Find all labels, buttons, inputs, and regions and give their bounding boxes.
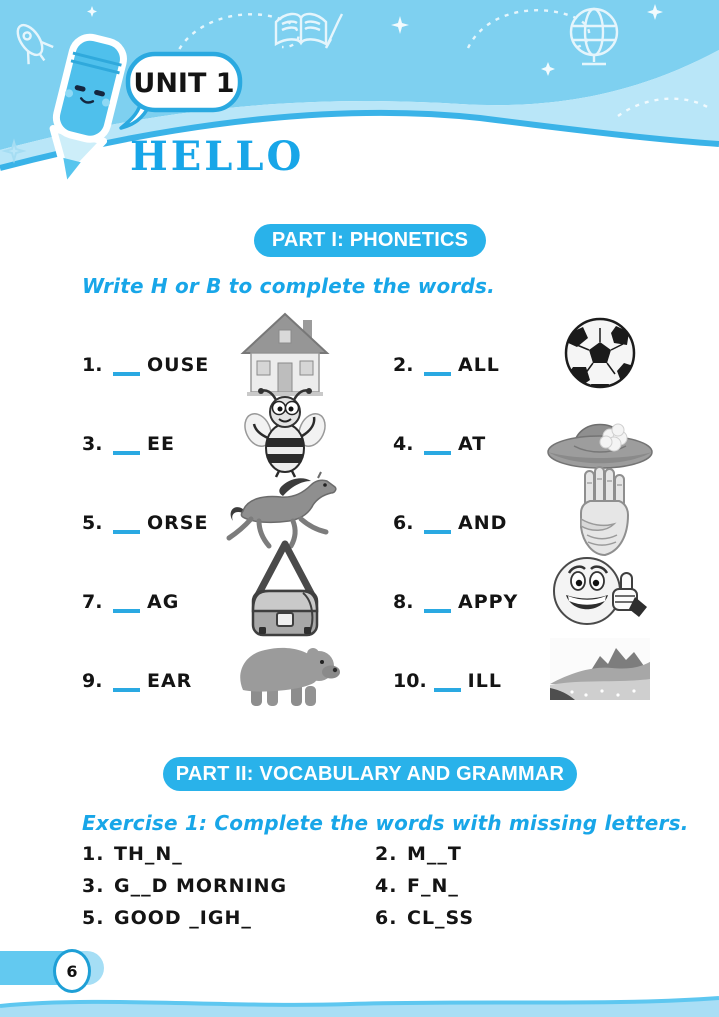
vocabulary-item [82, 875, 375, 897]
item-number: 4. [393, 433, 414, 455]
item-number: 1. [82, 843, 105, 865]
phonetics-item [393, 591, 518, 613]
item-word: ALL [458, 354, 500, 376]
item-word: APPY [458, 591, 519, 613]
phonetics-row [82, 471, 692, 550]
bee-image [242, 386, 328, 478]
item-number: 4. [375, 875, 398, 897]
item-word: ILL [467, 670, 502, 692]
phonetics-item [393, 433, 486, 455]
item-word: GOOD _IGH_ [114, 907, 252, 929]
item-number: 6. [375, 907, 398, 929]
page-number: 6 [66, 961, 78, 981]
item-number: 1. [82, 354, 103, 376]
item-number: 8. [393, 591, 414, 613]
phonetics-item [82, 433, 175, 455]
item-word: M__T [407, 843, 462, 865]
item-number: 2. [375, 843, 398, 865]
part1-instruction: Write H or B to complete the words. [82, 274, 495, 298]
answer-blank [424, 435, 451, 455]
item-number: 6. [393, 512, 414, 534]
phonetics-item [393, 512, 507, 534]
hill-image [550, 638, 650, 700]
item-word: ORSE [147, 512, 209, 534]
answer-blank [424, 356, 451, 376]
item-word: G__D MORNING [114, 875, 288, 897]
bear-image [229, 630, 341, 708]
answer-blank [424, 593, 451, 613]
soccer-ball-image [562, 315, 638, 391]
item-number: 9. [82, 670, 103, 692]
phonetics-row [82, 629, 692, 708]
phonetics-item [82, 670, 192, 692]
phonetics-item [82, 512, 208, 534]
phonetics-row [82, 313, 692, 392]
item-word: EAR [147, 670, 193, 692]
answer-blank [113, 514, 140, 534]
hand-image [567, 463, 633, 559]
item-word: EE [147, 433, 175, 455]
phonetics-row [82, 550, 692, 629]
happy-face-image [551, 551, 649, 629]
item-number: 5. [82, 512, 103, 534]
part2-banner: PART II: VOCABULARY AND GRAMMAR [163, 757, 577, 791]
item-word: AG [147, 591, 180, 613]
answer-blank [434, 672, 461, 692]
vocabulary-item [82, 907, 375, 929]
answer-blank [113, 593, 140, 613]
item-word: F_N_ [407, 875, 459, 897]
unit-label: UNIT 1 [133, 68, 235, 99]
part1-banner: PART I: PHONETICS [254, 224, 486, 257]
vocabulary-item [375, 907, 474, 929]
page-number-badge [53, 949, 91, 993]
bag-image [239, 539, 331, 641]
phonetics-grid [82, 313, 692, 708]
phonetics-row [82, 392, 692, 471]
hat-image [544, 394, 656, 470]
item-word: OUSE [147, 354, 210, 376]
phonetics-item [393, 670, 502, 692]
exercise-heading: Exercise 1: Complete the words with missing letters. [82, 811, 689, 835]
answer-blank [113, 672, 140, 692]
vocabulary-item [375, 875, 474, 897]
footer-wave [0, 993, 719, 1017]
item-number: 3. [82, 875, 105, 897]
item-word: TH_N_ [114, 843, 183, 865]
header-wave [0, 0, 719, 218]
vocabulary-item [82, 843, 375, 865]
phonetics-item [393, 354, 500, 376]
answer-blank [113, 356, 140, 376]
item-word: AT [458, 433, 487, 455]
item-number: 3. [82, 433, 103, 455]
answer-blank [424, 514, 451, 534]
item-number: 7. [82, 591, 103, 613]
item-number: 10. [393, 670, 427, 692]
phonetics-item [82, 354, 209, 376]
phonetics-item [82, 591, 179, 613]
vocabulary-item [375, 843, 474, 865]
item-number: 2. [393, 354, 414, 376]
vocabulary-grid [82, 843, 474, 929]
unit-title: HELLO [130, 133, 305, 180]
item-number: 5. [82, 907, 105, 929]
item-word: AND [458, 512, 508, 534]
item-word: CL_SS [407, 907, 475, 929]
answer-blank [113, 435, 140, 455]
house-image [235, 310, 335, 396]
